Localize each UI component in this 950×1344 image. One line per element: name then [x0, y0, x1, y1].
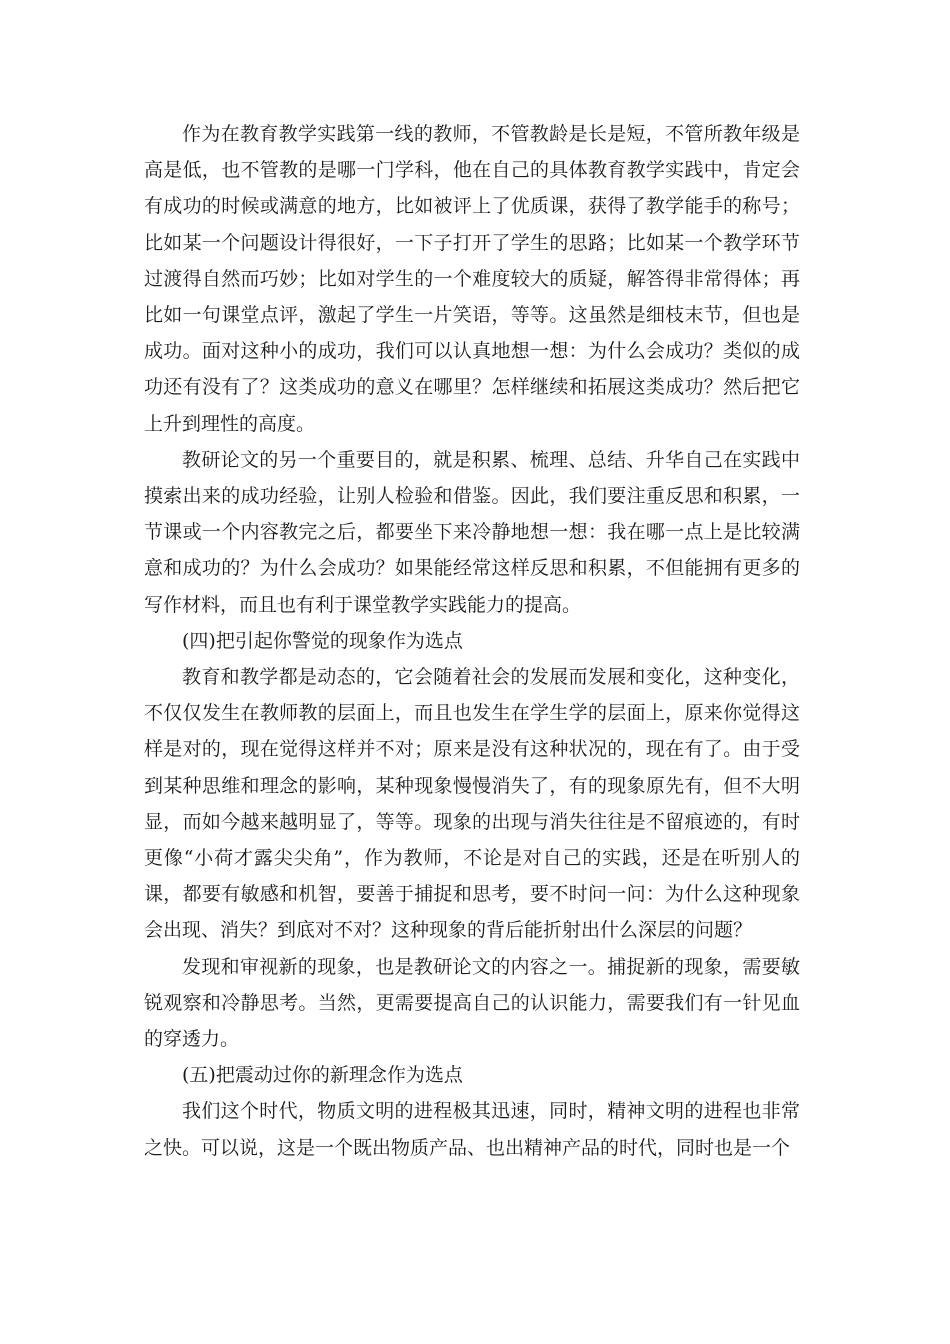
section-heading-five: (五)把震动过你的新理念作为选点 [182, 1064, 463, 1087]
paragraph-research-purpose: 教研论文的另一个重要目的，就是积累、梳理、总结、升华自己在实践中摸索出来的成功经验，让别人检验和借鉴。因此，我们要注重反思和积累，一节课或一个内容教完之后，都要坐下来冷静地想一想：我在哪一点上是比较满意和成功的？为什么会成功？如果能经常这样反思和积累，不但能拥有更多的写作材料，而且也有利于课堂教学实践能力的提高。 [144, 448, 800, 616]
paragraph-observe-phenomena: 发现和审视新的现象，也是教研论文的内容之一。捕捉新的现象，需要敏锐观察和冷静思考。当然，更需要提高自己的认识能力，需要我们有一针见血的穿透力。 [144, 955, 800, 1051]
document-body [144, 116, 800, 1166]
paragraph-dynamic-phenomena: 教育和教学都是动态的，它会随着社会的发展而发展和变化，这种变化，不仅仅发生在教师教的层面上，而且也发生在学生学的层面上，原来你觉得这样是对的，现在觉得这样并不对；原来是没有这种状况的，现在有了。由于受到某种思维和理念的影响，某种现象慢慢消失了，有的现象原先有，但不大明显，而如今越来越明显了，等等。现象的出现与消失往往是不留痕迹的，有时更像“小荷才露尖尖角”，作为教师，不论是对自己的实践，还是在听别人的课，都要有敏感和机智，要善于捕捉和思考，要不时问一问：为什么这种现象会出现、消失？到底对不对？这种现象的背后能折射出什么深层的问题？ [144, 666, 800, 942]
paragraph-success-moments: 作为在教育教学实践第一线的教师，不管教龄是长是短，不管所教年级是高是低，也不管教的是哪一门学科，他在自己的具体教育教学实践中，肯定会有成功的时候或满意的地方，比如被评上了优质课，获得了教学能手的称号；比如某一个问题设计得很好，一下子打开了学生的思路；比如某一个教学环节过渡得自然而巧妙；比如对学生的一个难度较大的质疑，解答得非常得体；再比如一句课堂点评，激起了学生一片笑语，等等。这虽然是细枝末节，但也是成功。面对这种小的成功，我们可以认真地想一想：为什么会成功？类似的成功还有没有了？这类成功的意义在哪里？怎样继续和拓展这类成功？然后把它上升到理性的高度。 [144, 123, 800, 435]
section-heading-four: (四)把引起你警觉的现象作为选点 [182, 629, 463, 652]
paragraph-new-era: 我们这个时代，物质文明的进程极其迅速，同时，精神文明的进程也非常之快。可以说，这是一个既出物质产品、也出精神产品的时代，同时也是一个 [144, 1100, 800, 1159]
